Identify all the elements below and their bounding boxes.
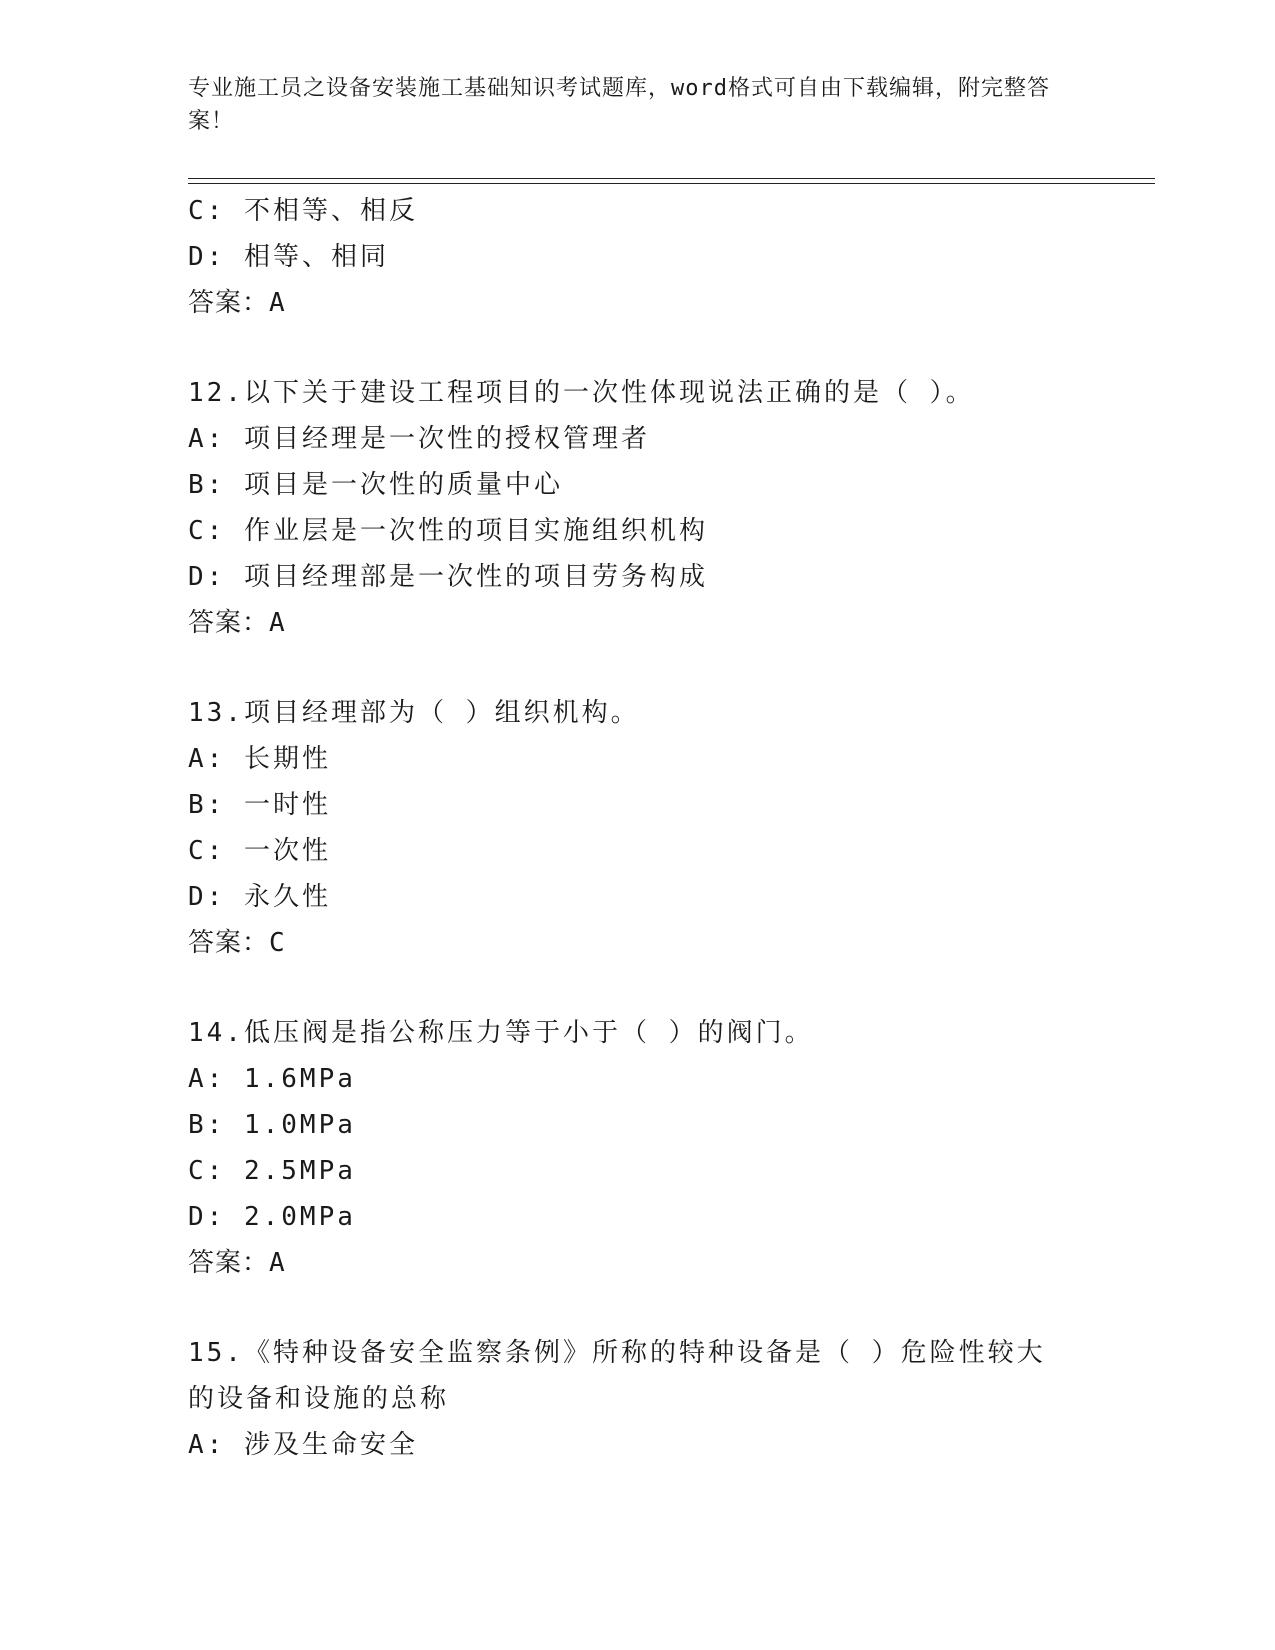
option-key: C [188, 516, 207, 546]
option-text: 不相等、相反 [243, 196, 418, 226]
answer-value: A [269, 288, 286, 318]
option-b: B: 一时性 [188, 790, 331, 820]
option-text: 作业层是一次性的项目实施组织机构 [243, 516, 708, 546]
option-key: B [188, 790, 207, 820]
option-d: D: 2.0MPa [188, 1202, 356, 1232]
header-divider-bottom [188, 183, 1155, 184]
answer-line [188, 1240, 1088, 1286]
option-c: C: 不相等、相反 [188, 196, 418, 226]
option-key: B [188, 470, 207, 500]
answer-value: C [269, 928, 286, 958]
question-15 [188, 1330, 1088, 1468]
option-text: 项目经理部是一次性的项目劳务构成 [243, 562, 708, 592]
document-header: 专业施工员之设备安装施工基础知识考试题库，word格式可自由下载编辑，附完整答案！ [188, 76, 1050, 134]
option-text: 一时性 [243, 790, 331, 820]
option-a: A: 1.6MPa [188, 1064, 356, 1094]
option-key: C [188, 1156, 207, 1186]
answer-value: A [269, 608, 286, 638]
option-a: A: 项目经理是一次性的授权管理者 [188, 424, 650, 454]
question-12 [188, 370, 1088, 646]
option-d: D: 项目经理部是一次性的项目劳务构成 [188, 562, 708, 592]
answer-value: A [269, 1248, 286, 1278]
option-text: 2.5MPa [243, 1156, 356, 1186]
option-text: 涉及生命安全 [243, 1430, 418, 1460]
option-key: D [188, 562, 207, 592]
option-text: 1.6MPa [243, 1064, 356, 1094]
spacer [188, 326, 1088, 370]
option-text: 长期性 [243, 744, 331, 774]
spacer [188, 646, 1088, 690]
option-c: C: 一次性 [188, 836, 331, 866]
option-key: C [188, 196, 207, 226]
option-text: 1.0MPa [243, 1110, 356, 1140]
answer-label: 答案： [188, 608, 270, 638]
option-text: 2.0MPa [243, 1202, 356, 1232]
option-key: A [188, 1430, 207, 1460]
option-text: 一次性 [243, 836, 331, 866]
question-text: 13.项目经理部为（ ）组织机构。 [188, 698, 640, 728]
option-c: C: 作业层是一次性的项目实施组织机构 [188, 516, 708, 546]
option-a: A: 涉及生命安全 [188, 1430, 418, 1460]
option-d: D: 永久性 [188, 882, 331, 912]
option-key: D [188, 882, 207, 912]
answer-label: 答案： [188, 288, 270, 318]
answer-line [188, 920, 1088, 966]
option-key: D [188, 1202, 207, 1232]
answer-label: 答案： [188, 928, 270, 958]
option-d: D: 相等、相同 [188, 242, 389, 272]
option-key: A [188, 744, 207, 774]
answer-line [188, 600, 1088, 646]
question-text: 14.低压阀是指公称压力等于小于（ ）的阀门。 [188, 1018, 814, 1048]
option-key: D [188, 242, 207, 272]
option-key: B [188, 1110, 207, 1140]
option-text: 项目经理是一次性的授权管理者 [243, 424, 650, 454]
spacer [188, 1286, 1088, 1330]
question-text: 15.《特种设备安全监察条例》所称的特种设备是（ ）危险性较大的设备和设施的总称 [188, 1338, 1046, 1414]
option-key: C [188, 836, 207, 866]
option-key: A [188, 424, 207, 454]
question-text: 12.以下关于建设工程项目的一次性体现说法正确的是（ ）。 [188, 378, 975, 408]
option-a: A: 长期性 [188, 744, 331, 774]
header-divider-top [188, 178, 1155, 179]
question-list [188, 188, 1088, 1468]
option-text: 永久性 [243, 882, 331, 912]
option-b: B: 项目是一次性的质量中心 [188, 470, 563, 500]
answer-line [188, 280, 1088, 326]
answer-label: 答案： [188, 1248, 270, 1278]
option-b: B: 1.0MPa [188, 1110, 356, 1140]
option-text: 相等、相同 [243, 242, 389, 272]
option-text: 项目是一次性的质量中心 [243, 470, 563, 500]
question-14 [188, 1010, 1088, 1286]
question-11-tail [188, 188, 1088, 326]
option-key: A [188, 1064, 207, 1094]
option-c: C: 2.5MPa [188, 1156, 356, 1186]
spacer [188, 966, 1088, 1010]
question-13 [188, 690, 1088, 966]
